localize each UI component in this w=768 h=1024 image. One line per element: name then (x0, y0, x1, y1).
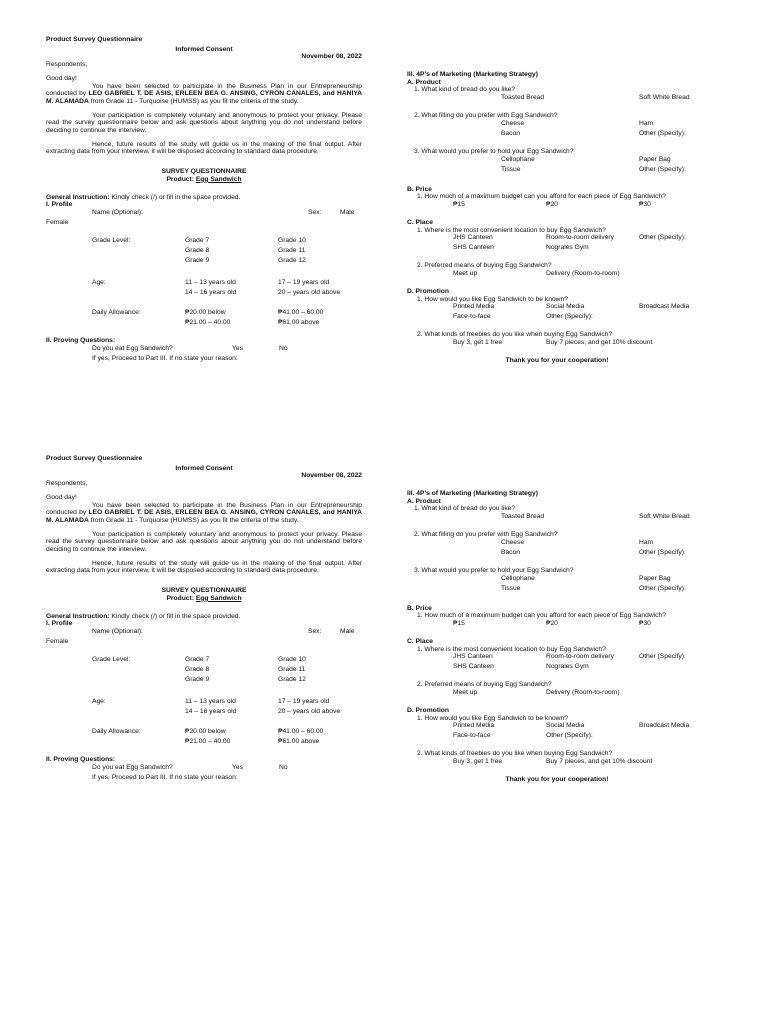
age-option[interactable]: 11 – 13 years old (185, 697, 236, 705)
place-question-1: 1. Where is the most convenient location to buy Egg Sandwich? (417, 226, 606, 234)
means-option[interactable]: Delivery (Room-to-room) (546, 270, 620, 278)
promotion-heading: D. Promotion (407, 707, 449, 715)
age-row-1 (46, 698, 362, 708)
promotion-option[interactable]: Other (Specify): (546, 313, 593, 321)
consent-title: Informed Consent (175, 464, 233, 472)
holder-options-1 (407, 575, 707, 585)
general-instruction: General Instruction: Kindly check (/) or fill in the space provided. (46, 612, 241, 620)
promotion-option[interactable]: Broadcast Media (639, 722, 690, 730)
promotion-question-2: 2. What kinds of freebies do you like when buying Egg Sandwich? (417, 331, 613, 339)
allowance-option[interactable]: ₱21.00 – 40.00 (185, 318, 231, 326)
age-label: Age: (92, 278, 106, 286)
holder-options-2 (407, 585, 707, 595)
product-question-3: 3. What would you prefer to hold your Egg Sandwich? (414, 566, 574, 574)
freebie-option[interactable]: Buy 3, get 1 free (453, 758, 503, 766)
consent-paragraph-1: You have been selected to participate in the Business Plan in our Entrepreneurship conducted by LEO GABRIEL T. DE ASIS, ERLEEN BEA G. ANSING, CYRON CANALES, and HANIYA M. ALAMADA from Grade 11 - Turquoise (HUMSS) as you fit the criteria of the study. (46, 82, 362, 105)
sex-option-male[interactable]: Male (340, 627, 355, 635)
age-option[interactable]: 17 – 19 years old (278, 697, 330, 705)
grade-level-label: Grade Level: (92, 236, 131, 244)
holder-option[interactable]: Other (Specify): (639, 165, 686, 173)
promotion-option[interactable]: Other (Specify): (546, 732, 593, 740)
bread-option[interactable]: Soft White Bread (639, 94, 690, 102)
holder-option[interactable]: Tissue (501, 584, 521, 592)
survey-sheet-bottom (0, 455, 768, 875)
allowance-row-1 (46, 309, 362, 319)
age-row-2 (46, 289, 362, 299)
place-option[interactable]: JHS Canteen (453, 653, 493, 661)
bread-options (407, 94, 707, 104)
grade-option[interactable]: Grade 8 (185, 246, 210, 254)
means-option[interactable]: Delivery (Room-to-room) (546, 689, 620, 697)
price-options (407, 201, 707, 211)
place-option[interactable]: Nograles Gym (546, 663, 589, 671)
place-option[interactable]: Other (Specify): (639, 234, 686, 242)
bread-option[interactable]: Toasted Bread (501, 94, 545, 102)
proving-question-row (46, 764, 362, 774)
promotion-options-1 (407, 303, 707, 313)
grade-level-label: Grade Level: (92, 655, 131, 663)
marketing-heading: III. 4P’s of Marketing (Marketing Strategy) (407, 71, 538, 78)
place-means-options (407, 270, 707, 280)
proving-note[interactable]: If yes, Proceed to Part III. If no state your reason: (92, 773, 238, 781)
female-row (46, 219, 362, 229)
age-option[interactable]: 20 – years old above (278, 707, 341, 715)
grade-row-1 (46, 237, 362, 247)
product-question-2: 2. What filling do you prefer with Egg Sandwich? (414, 112, 558, 120)
place-question-1: 1. Where is the most convenient location to buy Egg Sandwich? (417, 645, 606, 653)
freebie-options (407, 339, 707, 349)
marketing-column (407, 490, 707, 784)
freebie-options (407, 758, 707, 768)
proving-question: Do you eat Egg Sandwich? (92, 763, 173, 771)
product-question-3: 3. What would you prefer to hold your Egg Sandwich? (414, 147, 574, 155)
name-sex-row (46, 209, 362, 219)
grade-option[interactable]: Grade 9 (185, 256, 210, 264)
means-option[interactable]: Meet up (453, 689, 478, 697)
place-heading: C. Place (407, 637, 434, 645)
place-options-2 (407, 244, 707, 254)
sex-option-male[interactable]: Male (340, 208, 355, 216)
sex-label: Sex: (308, 208, 322, 216)
sex-option-female[interactable]: Female (46, 218, 69, 226)
age-option[interactable]: 14 – 16 years old (185, 707, 237, 715)
allowance-label: Daily Allowance: (92, 308, 141, 316)
place-options-2 (407, 663, 707, 673)
consent-paragraph-3: Hence, future results of the study will guide us in the making of the final output. After extracting data from your interview, it will be disposed according to standard data procedure. (46, 559, 362, 575)
grade-option[interactable]: Grade 8 (185, 665, 210, 673)
name-sex-row (46, 628, 362, 638)
place-options-1 (407, 234, 707, 244)
filling-options-2 (407, 130, 707, 140)
freebie-option[interactable]: Buy 7 pieces, and get 10% discount (546, 339, 653, 347)
name-field-label[interactable]: Name (Optional): (92, 627, 143, 635)
holder-option[interactable]: Other (Specify): (639, 584, 686, 592)
consent-column (46, 36, 362, 365)
allowance-label: Daily Allowance: (92, 727, 141, 735)
age-row-2 (46, 708, 362, 718)
female-row (46, 638, 362, 648)
allowance-option[interactable]: ₱61.00 above (278, 737, 320, 745)
grade-row-1 (46, 656, 362, 666)
place-heading: C. Place (407, 218, 434, 226)
survey-sheet-top (0, 36, 768, 456)
bread-option[interactable]: Toasted Bread (501, 513, 545, 521)
survey-product: Product: Egg Sandwich (166, 175, 242, 183)
place-option[interactable]: SHS Canteen (453, 663, 494, 671)
allowance-option[interactable]: ₱41.00 – 60.00 (278, 727, 324, 735)
promotion-option[interactable]: Broadcast Media (639, 303, 690, 311)
grade-option[interactable]: Grade 7 (185, 655, 210, 663)
age-option[interactable]: 20 – years old above (278, 288, 341, 296)
product-question-1: 1. What kind of bread do you like? (414, 86, 516, 94)
age-label: Age: (92, 697, 106, 705)
thank-you-note: Thank you for your cooperation! (505, 357, 609, 365)
proving-note-row (46, 355, 362, 365)
allowance-option[interactable]: ₱20.00 below (185, 308, 226, 316)
filling-options-1 (407, 539, 707, 549)
thank-you-note: Thank you for your cooperation! (505, 776, 609, 784)
product-heading: A. Product (407, 497, 441, 505)
consent-paragraph-3: Hence, future results of the study will guide us in the making of the final output. After extracting data from your interview, it will be disposed according to standard data procedure. (46, 140, 362, 156)
holder-option[interactable]: Paper Bag (639, 574, 671, 582)
freebie-option[interactable]: Buy 3, get 1 free (453, 339, 503, 347)
grade-option[interactable]: Grade 10 (278, 655, 306, 663)
promotion-question-1: 1. How would you like Egg Sandwich to be known? (417, 295, 568, 303)
promotion-options-2 (407, 313, 707, 323)
consent-title: Informed Consent (175, 45, 233, 53)
promotion-options-1 (407, 722, 707, 732)
bread-options (407, 513, 707, 523)
filling-option[interactable]: Bacon (501, 129, 520, 137)
proving-option-yes[interactable]: Yes (232, 763, 243, 771)
place-option[interactable]: Room-to-room delivery (546, 653, 615, 661)
marketing-column (407, 71, 707, 365)
filling-option[interactable]: Bacon (501, 548, 520, 556)
place-option[interactable]: Other (Specify): (639, 653, 686, 661)
salutation: Respondents, (46, 480, 88, 488)
freebie-option[interactable]: Buy 7 pieces, and get 10% discount (546, 758, 653, 766)
price-option[interactable]: ₱15 (453, 200, 465, 208)
place-question-2: 2. Preferred means of buying Egg Sandwich? (417, 262, 552, 270)
holder-option[interactable]: Cellophane (501, 155, 535, 163)
consent-date: November 08, 2022 (301, 53, 362, 61)
consent-paragraph-2: Your participation is completely voluntary and anonymous to protect your privacy. Please read the survey questionnaire below and ask questions about anything you do not understand before deciding to continue the interview. (46, 530, 362, 554)
greeting: Good day! (46, 74, 77, 82)
allowance-option[interactable]: ₱21.00 – 40.00 (185, 737, 231, 745)
consent-column (46, 455, 362, 784)
allowance-row-2 (46, 738, 362, 748)
grade-option[interactable]: Grade 10 (278, 236, 306, 244)
filling-options-1 (407, 120, 707, 130)
age-option[interactable]: 17 – 19 years old (278, 278, 330, 286)
age-option[interactable]: 11 – 13 years old (185, 278, 236, 286)
promotion-question-1: 1. How would you like Egg Sandwich to be known? (417, 714, 568, 722)
bread-option[interactable]: Soft White Bread (639, 513, 690, 521)
promotion-option[interactable]: Face-to-face (453, 313, 491, 321)
filling-option[interactable]: Other (Specify): (639, 129, 686, 137)
sex-label: Sex: (308, 627, 322, 635)
price-option[interactable]: ₱30 (639, 619, 651, 627)
doc-title: Product Survey Questionnaire (46, 36, 143, 43)
grade-option[interactable]: Grade 11 (278, 246, 306, 254)
profile-heading: I. Profile (46, 620, 73, 628)
place-question-2: 2. Preferred means of buying Egg Sandwich? (417, 681, 552, 689)
product-heading: A. Product (407, 78, 441, 86)
grade-row-2 (46, 247, 362, 257)
means-option[interactable]: Meet up (453, 270, 478, 278)
marketing-heading: III. 4P’s of Marketing (Marketing Strategy) (407, 490, 538, 497)
age-row-1 (46, 279, 362, 289)
profile-heading: I. Profile (46, 201, 73, 209)
filling-option[interactable]: Cheese (501, 538, 525, 546)
filling-option[interactable]: Ham (639, 119, 654, 127)
holder-option[interactable]: Paper Bag (639, 155, 671, 163)
allowance-option[interactable]: ₱41.00 – 60.00 (278, 308, 324, 316)
price-heading: B. Price (407, 185, 432, 193)
price-option[interactable]: ₱20 (546, 619, 558, 627)
grade-option[interactable]: Grade 7 (185, 236, 210, 244)
grade-option[interactable]: Grade 9 (185, 675, 210, 683)
consent-paragraph-2: Your participation is completely voluntary and anonymous to protect your privacy. Please read the survey questionnaire below and ask questions about anything you do not understand before deciding to continue the interview. (46, 111, 362, 135)
general-instruction: General Instruction: Kindly check (/) or fill in the space provided. (46, 193, 241, 201)
proving-heading: II. Proving Questions: (46, 336, 116, 344)
promotion-options-2 (407, 732, 707, 742)
holder-options-2 (407, 166, 707, 176)
proving-heading: II. Proving Questions: (46, 755, 116, 763)
allowance-option[interactable]: ₱20.00 below (185, 727, 226, 735)
holder-option[interactable]: Tissue (501, 165, 521, 173)
product-question-2: 2. What filling do you prefer with Egg Sandwich? (414, 531, 558, 539)
proving-note-row (46, 774, 362, 784)
allowance-row-2 (46, 319, 362, 329)
grade-row-3 (46, 676, 362, 686)
price-option[interactable]: ₱15 (453, 619, 465, 627)
place-means-options (407, 689, 707, 699)
filling-option[interactable]: Cheese (501, 119, 525, 127)
grade-option[interactable]: Grade 11 (278, 665, 306, 673)
survey-title: SURVEY QUESTIONNAIRE (161, 587, 247, 595)
name-field-label[interactable]: Name (Optional): (92, 208, 143, 216)
promotion-question-2: 2. What kinds of freebies do you like when buying Egg Sandwich? (417, 750, 613, 758)
survey-product: Product: Egg Sandwich (166, 594, 242, 602)
place-options-1 (407, 653, 707, 663)
doc-title: Product Survey Questionnaire (46, 455, 143, 462)
place-option[interactable]: JHS Canteen (453, 234, 493, 242)
promotion-option[interactable]: Social Media (546, 303, 585, 311)
proving-note[interactable]: If yes, Proceed to Part III. If no state your reason: (92, 354, 238, 362)
promotion-option[interactable]: Printed Media (453, 722, 495, 730)
promotion-option[interactable]: Social Media (546, 722, 585, 730)
filling-option[interactable]: Ham (639, 538, 654, 546)
proving-option-yes[interactable]: Yes (232, 344, 243, 352)
grade-row-3 (46, 257, 362, 267)
proving-question: Do you eat Egg Sandwich? (92, 344, 173, 352)
holder-option[interactable]: Cellophane (501, 574, 535, 582)
allowance-option[interactable]: ₱61.00 above (278, 318, 320, 326)
promotion-heading: D. Promotion (407, 288, 449, 296)
filling-option[interactable]: Other (Specify): (639, 548, 686, 556)
allowance-row-1 (46, 728, 362, 738)
grade-row-2 (46, 666, 362, 676)
place-option[interactable]: SHS Canteen (453, 244, 494, 252)
product-question-1: 1. What kind of bread do you like? (414, 505, 516, 513)
price-option[interactable]: ₱20 (546, 200, 558, 208)
greeting: Good day! (46, 493, 77, 501)
proving-option-no[interactable]: No (279, 763, 288, 771)
survey-title: SURVEY QUESTIONNAIRE (161, 168, 247, 176)
price-options (407, 620, 707, 630)
filling-options-2 (407, 549, 707, 559)
age-option[interactable]: 14 – 16 years old (185, 288, 237, 296)
promotion-option[interactable]: Printed Media (453, 303, 495, 311)
price-heading: B. Price (407, 604, 432, 612)
proving-option-no[interactable]: No (279, 344, 288, 352)
grade-option[interactable]: Grade 12 (278, 256, 306, 264)
place-option[interactable]: Nograles Gym (546, 244, 589, 252)
consent-paragraph-1: You have been selected to participate in the Business Plan in our Entrepreneurship conducted by LEO GABRIEL T. DE ASIS, ERLEEN BEA G. ANSING, CYRON CANALES, and HANIYA M. ALAMADA from Grade 11 - Turquoise (HUMSS) as you fit the criteria of the study. (46, 501, 362, 524)
price-question: 1. How much of a maximum budget can you afford for each piece of Egg Sandwich? (417, 193, 666, 201)
sex-option-female[interactable]: Female (46, 637, 69, 645)
holder-options-1 (407, 156, 707, 166)
promotion-option[interactable]: Face-to-face (453, 732, 491, 740)
price-option[interactable]: ₱30 (639, 200, 651, 208)
place-option[interactable]: Room-to-room delivery (546, 234, 615, 242)
price-question: 1. How much of a maximum budget can you afford for each piece of Egg Sandwich? (417, 612, 666, 620)
grade-option[interactable]: Grade 12 (278, 675, 306, 683)
proving-question-row (46, 345, 362, 355)
consent-date: November 08, 2022 (301, 472, 362, 480)
salutation: Respondents, (46, 61, 88, 69)
